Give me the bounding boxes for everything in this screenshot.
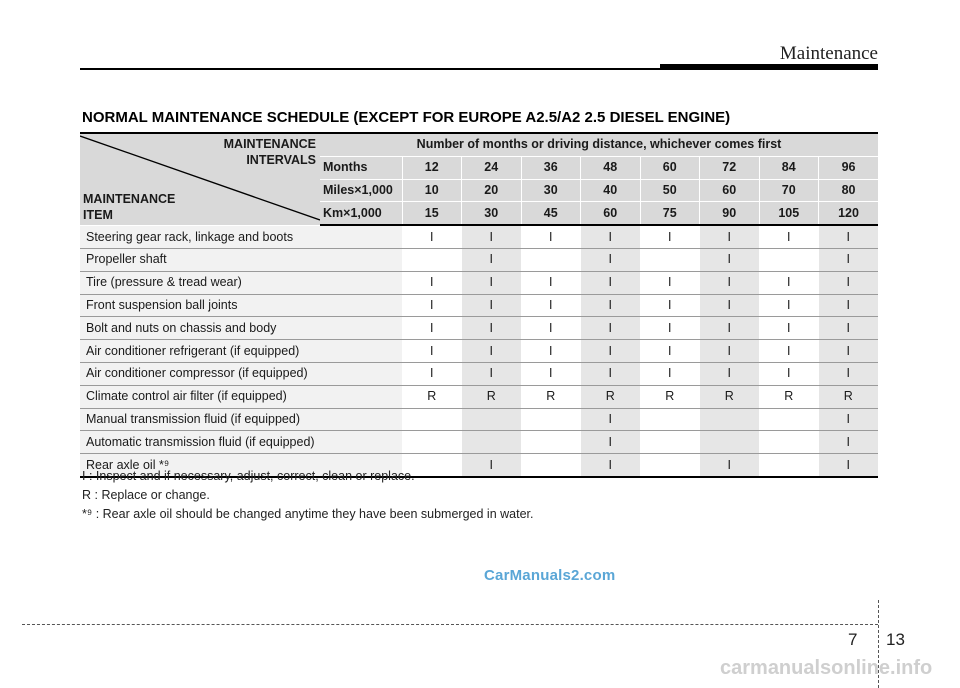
schedule-cell <box>462 431 522 454</box>
schedule-cell: R <box>759 385 819 408</box>
interval-value: 40 <box>581 179 641 202</box>
interval-value: 24 <box>462 156 522 179</box>
schedule-title: NORMAL MAINTENANCE SCHEDULE (EXCEPT FOR EUROPE A2.5/A2 2.5 DIESEL ENGINE) <box>82 109 731 126</box>
interval-value: 120 <box>819 202 879 225</box>
schedule-cell: I <box>759 362 819 385</box>
schedule-cell: I <box>581 225 641 248</box>
interval-value: 60 <box>581 202 641 225</box>
table-row <box>80 408 878 431</box>
schedule-cell: I <box>462 248 522 271</box>
schedule-cell: I <box>700 317 760 340</box>
schedule-cell: I <box>521 340 581 363</box>
interval-value: 10 <box>402 179 462 202</box>
schedule-cell <box>759 248 819 271</box>
schedule-cell <box>402 248 462 271</box>
interval-value: 12 <box>402 156 462 179</box>
maintenance-item-name: Rear axle oil *⁹ <box>80 454 402 477</box>
schedule-cell: I <box>521 225 581 248</box>
table-row <box>80 340 878 363</box>
schedule-cell: I <box>402 271 462 294</box>
interval-value: 45 <box>521 202 581 225</box>
watermark-text: CarManuals2.com <box>484 567 616 584</box>
schedule-cell: I <box>462 294 522 317</box>
table-corner-header <box>80 133 320 225</box>
schedule-cell: I <box>402 294 462 317</box>
schedule-cell: I <box>462 225 522 248</box>
schedule-cell: I <box>640 294 700 317</box>
schedule-cell <box>521 431 581 454</box>
interval-value: 105 <box>759 202 819 225</box>
maintenance-item-name: Front suspension ball joints <box>80 294 402 317</box>
schedule-cell <box>521 408 581 431</box>
schedule-cell: I <box>819 408 879 431</box>
interval-value: 96 <box>819 156 879 179</box>
interval-unit-label: Months <box>320 156 402 179</box>
legend-note: R : Replace or change. <box>82 488 210 502</box>
schedule-cell: I <box>521 271 581 294</box>
interval-value: 36 <box>521 156 581 179</box>
schedule-cell: I <box>759 271 819 294</box>
schedule-cell <box>700 408 760 431</box>
schedule-cell <box>700 431 760 454</box>
schedule-cell: R <box>402 385 462 408</box>
table-row <box>80 225 878 248</box>
schedule-cell: R <box>819 385 879 408</box>
header-rule <box>80 68 660 70</box>
interval-value: 30 <box>521 179 581 202</box>
interval-value: 70 <box>759 179 819 202</box>
table-row <box>80 362 878 385</box>
corner-intervals-label: MAINTENANCE INTERVALS <box>223 137 316 167</box>
schedule-cell: I <box>581 248 641 271</box>
maintenance-item-name: Climate control air filter (if equipped) <box>80 385 402 408</box>
interval-value: 50 <box>640 179 700 202</box>
legend-note: I : Inspect and if necessary, adjust, correct, clean or replace. <box>82 469 415 483</box>
schedule-cell: I <box>462 454 522 477</box>
schedule-cell: I <box>402 225 462 248</box>
schedule-cell: I <box>700 225 760 248</box>
schedule-cell <box>759 408 819 431</box>
page-chapter: 7 <box>848 630 858 649</box>
schedule-cell <box>640 454 700 477</box>
schedule-cell: I <box>759 294 819 317</box>
schedule-cell: R <box>700 385 760 408</box>
schedule-cell: I <box>700 362 760 385</box>
legend-note: *⁹ : Rear axle oil should be changed anytime they have been submerged in water. <box>82 507 534 521</box>
schedule-cell: I <box>581 271 641 294</box>
schedule-cell: I <box>640 362 700 385</box>
schedule-cell: I <box>581 431 641 454</box>
schedule-cell <box>521 248 581 271</box>
schedule-cell: R <box>640 385 700 408</box>
schedule-cell: I <box>759 225 819 248</box>
schedule-cell: I <box>700 340 760 363</box>
interval-value: 48 <box>581 156 641 179</box>
schedule-cell: I <box>759 340 819 363</box>
schedule-cell: I <box>819 294 879 317</box>
schedule-cell: I <box>581 317 641 340</box>
table-row <box>80 271 878 294</box>
table-row <box>80 317 878 340</box>
table-row <box>80 431 878 454</box>
maintenance-item-name: Steering gear rack, linkage and boots <box>80 225 402 248</box>
schedule-cell <box>759 431 819 454</box>
interval-value: 30 <box>462 202 522 225</box>
schedule-cell: I <box>819 454 879 477</box>
interval-unit-label: Km×1,000 <box>320 202 402 225</box>
schedule-cell: I <box>819 317 879 340</box>
schedule-cell <box>640 431 700 454</box>
interval-value: 84 <box>759 156 819 179</box>
schedule-cell <box>462 408 522 431</box>
interval-value: 15 <box>402 202 462 225</box>
schedule-cell: I <box>462 340 522 363</box>
schedule-cell <box>759 454 819 477</box>
schedule-cell <box>640 408 700 431</box>
maintenance-item-name: Automatic transmission fluid (if equipped) <box>80 431 402 454</box>
schedule-cell: I <box>581 362 641 385</box>
interval-value: 80 <box>819 179 879 202</box>
schedule-cell: I <box>640 317 700 340</box>
footer-brand-watermark: carmanualsonline.info <box>720 657 933 679</box>
header-bar <box>660 64 878 70</box>
schedule-cell: I <box>581 340 641 363</box>
table-row <box>80 294 878 317</box>
schedule-cell: I <box>462 362 522 385</box>
maintenance-schedule-table <box>80 132 878 478</box>
schedule-cell: I <box>819 362 879 385</box>
schedule-cell: I <box>819 248 879 271</box>
schedule-cell <box>402 408 462 431</box>
schedule-cell: I <box>402 317 462 340</box>
schedule-cell: I <box>819 225 879 248</box>
schedule-cell: I <box>521 294 581 317</box>
schedule-cell: I <box>581 294 641 317</box>
schedule-cell: I <box>521 317 581 340</box>
schedule-cell: R <box>462 385 522 408</box>
maintenance-item-name: Air conditioner compressor (if equipped) <box>80 362 402 385</box>
schedule-cell: I <box>640 225 700 248</box>
interval-span-header: Number of months or driving distance, whichever comes first <box>320 133 878 156</box>
interval-value: 20 <box>462 179 522 202</box>
schedule-body <box>80 225 878 477</box>
interval-unit-label: Miles×1,000 <box>320 179 402 202</box>
corner-item-label: MAINTENANCE ITEM <box>83 191 176 222</box>
schedule-cell: I <box>462 317 522 340</box>
schedule-cell: I <box>402 340 462 363</box>
schedule-cell: I <box>819 431 879 454</box>
schedule-cell: I <box>700 454 760 477</box>
schedule-cell: I <box>521 362 581 385</box>
legend-notes <box>82 467 533 524</box>
interval-value: 60 <box>640 156 700 179</box>
footer-dash-rule <box>22 624 878 625</box>
schedule-cell: I <box>581 408 641 431</box>
schedule-cell: I <box>402 362 462 385</box>
interval-value: 75 <box>640 202 700 225</box>
interval-value: 90 <box>700 202 760 225</box>
schedule-header <box>80 133 878 225</box>
interval-value: 72 <box>700 156 760 179</box>
schedule-cell: I <box>462 271 522 294</box>
maintenance-item-name: Propeller shaft <box>80 248 402 271</box>
schedule-cell: I <box>759 317 819 340</box>
interval-value: 60 <box>700 179 760 202</box>
maintenance-item-name: Manual transmission fluid (if equipped) <box>80 408 402 431</box>
maintenance-item-name: Tire (pressure & tread wear) <box>80 271 402 294</box>
schedule-cell: I <box>819 340 879 363</box>
schedule-cell: I <box>640 271 700 294</box>
page-number: 13 <box>886 630 905 649</box>
maintenance-item-name: Bolt and nuts on chassis and body <box>80 317 402 340</box>
schedule-cell: I <box>700 248 760 271</box>
schedule-cell: I <box>700 271 760 294</box>
schedule-cell: I <box>700 294 760 317</box>
table-row <box>80 248 878 271</box>
schedule-cell: R <box>521 385 581 408</box>
table-row <box>80 385 878 408</box>
maintenance-item-name: Air conditioner refrigerant (if equipped) <box>80 340 402 363</box>
schedule-cell: I <box>640 340 700 363</box>
schedule-cell: R <box>581 385 641 408</box>
schedule-cell <box>402 431 462 454</box>
header-section-title: Maintenance <box>779 43 878 64</box>
schedule-cell: I <box>819 271 879 294</box>
schedule-cell: I <box>581 454 641 477</box>
schedule-cell <box>640 248 700 271</box>
